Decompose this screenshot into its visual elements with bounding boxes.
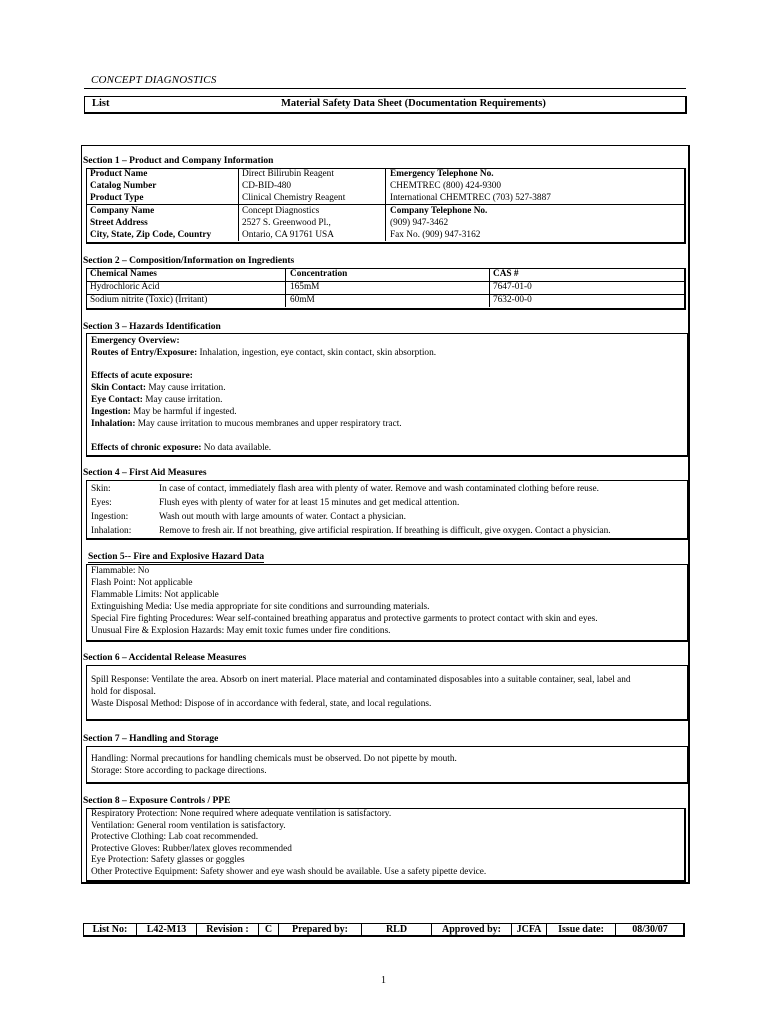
ppe-line: Protective Gloves: Rubber/latex gloves recommended — [91, 844, 292, 854]
ppe-line: Ventilation: General room ventilation is satisfactory. — [91, 821, 286, 831]
fire-line: Unusual Fire & Explosion Hazards: May emit toxic fumes under fire conditions. — [91, 626, 391, 636]
value-street-address: 2527 S. Greenwood Pl., — [242, 218, 331, 228]
table-cell: 165mM — [290, 282, 320, 292]
divider — [285, 269, 286, 307]
value-company-name: Concept Diagnostics — [242, 206, 320, 216]
ingestion-label: Ingestion: — [91, 407, 131, 417]
section3-box — [86, 333, 689, 457]
ppe-line: Other Protective Equipment: Safety shower and eye wash should be available. Use a safety pipette device. — [91, 867, 487, 877]
skin-label: Skin Contact: — [91, 383, 147, 393]
handling-line: Handling: Normal precautions for handling chemicals must be observed. Do not pipette by mouth. — [91, 754, 457, 764]
section1-box — [86, 168, 686, 244]
section8-title: Section 8 – Exposure Controls / PPE — [83, 796, 231, 806]
emergency-overview: Emergency Overview: — [91, 336, 180, 346]
routes-line — [91, 348, 436, 359]
routes-label: Routes of Entry/Exposure: — [91, 348, 198, 358]
ppe-line: Eye Protection: Safety glasses or goggles — [91, 855, 245, 865]
skin-text: May cause irritation. — [146, 383, 226, 393]
issue-date-value: 08/30/07 — [632, 924, 668, 935]
fire-line: Special Fire fighting Procedures: Wear self-contained breathing apparatus and protective garments to protect contact with skin and eyes. — [91, 614, 598, 624]
list-no-label: List No: — [84, 924, 137, 936]
divider — [87, 281, 684, 282]
first-aid-label: Eyes: — [91, 498, 112, 508]
col-header-chemical: Chemical Names — [90, 269, 157, 279]
divider — [385, 169, 386, 241]
label-city-state: City, State, Zip Code, Country — [90, 230, 212, 240]
first-aid-box — [86, 480, 689, 540]
ppe-line: Protective Clothing: Lab coat recommended. — [91, 832, 259, 842]
label-street-address: Street Address — [90, 218, 148, 228]
divider — [238, 169, 239, 241]
list-label: List — [92, 98, 110, 109]
chronic-line — [91, 443, 271, 454]
divider — [87, 204, 238, 205]
intl-chemtrec-line: International CHEMTREC (703) 527-3887 — [390, 193, 551, 203]
storage-line: Storage: Store according to package directions. — [91, 766, 267, 776]
skin-contact-line — [91, 383, 226, 394]
col-header-cas: CAS # — [493, 269, 519, 279]
value-catalog-number: CD-BID-480 — [242, 181, 292, 191]
table-cell: Hydrochloric Acid — [90, 282, 160, 292]
label-catalog-number: Catalog Number — [90, 181, 157, 191]
routes-text: Inhalation, ingestion, eye contact, skin contact, skin absorption. — [197, 348, 437, 358]
first-aid-text: Wash out mouth with large amounts of water. Contact a physician. — [159, 512, 406, 522]
value-city-state: Ontario, CA 91761 USA — [242, 230, 334, 240]
label-product-name: Product Name — [90, 169, 148, 179]
section5-title: Section 5-- Fire and Explosive Hazard Data — [88, 552, 265, 562]
fire-line: Flammable: No — [91, 566, 150, 576]
first-aid-text: Remove to fresh air. If not breathing, give artificial respiration. If breathing is difficult, give oxygen. Contact a physician. — [159, 526, 611, 536]
label-company-name: Company Name — [90, 206, 155, 216]
value-product-name: Direct Bilirubin Reagent — [242, 169, 334, 179]
emergency-telephone-label: Emergency Telephone No. — [390, 169, 494, 179]
first-aid-text: Flush eyes with plenty of water for at least 15 minutes and get medical attention. — [159, 498, 460, 508]
section6-title: Section 6 – Accidental Release Measures — [83, 653, 247, 663]
ingestion-text: May be harmful if ingested. — [130, 407, 237, 417]
prepared-by-label: Prepared by: — [279, 924, 362, 936]
first-aid-label: Skin: — [91, 484, 111, 494]
document-title: Material Safety Data Sheet (Documentation Requirements) — [281, 98, 546, 109]
fire-line: Flash Point: Not applicable — [91, 578, 193, 588]
first-aid-label: Ingestion: — [91, 512, 129, 522]
company-telephone-label: Company Telephone No. — [390, 206, 488, 216]
ingredients-table — [86, 268, 686, 310]
label-product-type: Product Type — [90, 193, 144, 203]
company-fax: Fax No. (909) 947-3162 — [390, 230, 481, 240]
table-cell: 60mM — [290, 295, 315, 305]
release-box — [86, 665, 689, 721]
eye-contact-line — [91, 395, 222, 406]
inhalation-text: May cause irritation to mucous membranes and upper respiratory tract. — [135, 419, 402, 429]
value-product-type: Clinical Chemistry Reagent — [242, 193, 346, 203]
ppe-line: Respiratory Protection: None required where adequate ventilation is satisfactory. — [91, 809, 392, 819]
footer-table — [83, 923, 685, 937]
release-line: Spill Response: Ventilate the area. Absorb on inert material. Place material and contaminated disposables into a suitable container, seal, label and — [91, 675, 631, 685]
section3-title: Section 3 – Hazards Identification — [83, 322, 221, 332]
prepared-by-value: RLD — [362, 924, 432, 936]
revision-value: C — [259, 924, 279, 936]
header-rule — [84, 88, 686, 89]
fire-line: Flammable Limits: Not applicable — [91, 590, 219, 600]
section7-title: Section 7 – Handling and Storage — [83, 734, 219, 744]
first-aid-text: In case of contact, immediately flash area with plenty of water. Remove and wash contaminated clothing before reuse. — [159, 484, 599, 494]
chronic-text: No data available. — [201, 443, 272, 453]
eye-text: May cause irritation. — [142, 395, 223, 405]
divider — [385, 204, 684, 205]
inhalation-label: Inhalation: — [91, 419, 136, 429]
fire-line: Extinguishing Media: Use media appropriate for site conditions and surrounding materials. — [91, 602, 430, 612]
approved-by-label: Approved by: — [432, 924, 512, 936]
eye-label: Eye Contact: — [91, 395, 143, 405]
first-aid-label: Inhalation: — [91, 526, 132, 536]
page-number: 1 — [381, 975, 386, 986]
release-line: hold for disposal. — [91, 687, 156, 697]
title-bar — [84, 96, 687, 114]
section1-title: Section 1 – Product and Company Information — [83, 156, 274, 166]
divider — [238, 204, 385, 205]
fire-hazard-box — [86, 564, 689, 642]
table-cell: 7647-01-0 — [493, 282, 532, 292]
chronic-label: Effects of chronic exposure: — [91, 443, 202, 453]
release-line: Waste Disposal Method: Dispose of in accordance with federal, state, and local regulations. — [91, 699, 432, 709]
approved-by-value: JCFA — [512, 924, 547, 936]
company-phone: (909) 947-3462 — [390, 218, 449, 228]
col-header-concentration: Concentration — [290, 269, 348, 279]
chemtrec-line: CHEMTREC (800) 424-9300 — [390, 181, 502, 191]
revision-label: Revision : — [197, 924, 259, 936]
handling-box — [86, 746, 689, 784]
divider — [489, 269, 490, 307]
ingestion-line — [91, 407, 237, 418]
table-cell: 7632-00-0 — [493, 295, 532, 305]
list-no-value: L42-M13 — [137, 924, 197, 936]
issue-date-label: Issue date: — [547, 924, 616, 936]
section2-title: Section 2 – Composition/Information on Ingredients — [83, 256, 295, 266]
ppe-box — [86, 808, 686, 882]
inhalation-line — [91, 419, 402, 430]
acute-effects-label: Effects of acute exposure: — [91, 371, 193, 381]
table-cell: Sodium nitrite (Toxic) (Irritant) — [90, 295, 208, 305]
section4-title: Section 4 – First Aid Measures — [83, 468, 207, 478]
content-frame — [81, 145, 690, 884]
company-header: CONCEPT DIAGNOSTICS — [91, 74, 217, 86]
